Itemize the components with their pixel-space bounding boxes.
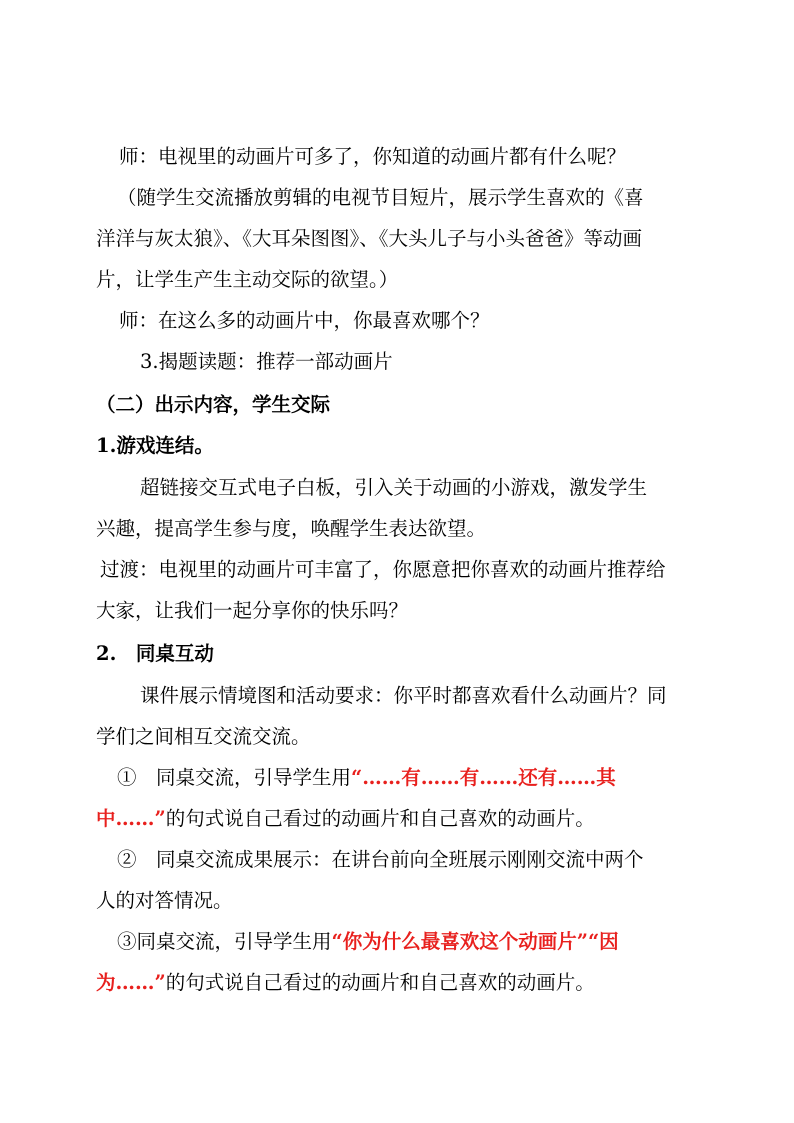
list-item-1-text: ① 同桌交流，引导学生用: [117, 766, 352, 789]
list-item-2-line-1: ② 同桌交流成果展示：在讲台前向全班展示刚刚交流中两个: [117, 848, 644, 871]
list-item-1-highlight-cont: 中……”: [96, 807, 166, 830]
list-item-3-highlight-cont: 为……”: [96, 971, 166, 994]
section-heading-2: （二）出示内容，学生交际: [96, 393, 331, 416]
paragraph-teacher-question-1: 师：电视里的动画片可多了，你知道的动画片都有什么呢？: [119, 145, 627, 168]
paragraph-activity-note-line-2: 洋洋与灰太狼》、《大耳朵图图》、《大头儿子与小头爸爸》等动画: [96, 227, 643, 250]
subheading-game: 1.游戏连结。: [96, 434, 214, 457]
list-item-3-highlight: “你为什么最喜欢这个动画片”“因: [331, 930, 619, 953]
list-item-3-text-cont: 的句式说自己看过的动画片和自己喜欢的动画片。: [165, 971, 595, 994]
paragraph-activity-note-line-1: （随学生交流播放剪辑的电视节目短片，展示学生喜欢的《喜: [117, 186, 644, 209]
subheading-desk-interaction: 2. 同桌互动: [96, 642, 214, 665]
list-item-3-line-1: [117, 928, 619, 956]
paragraph-reveal-topic: 3.揭题读题：推荐一部动画片: [140, 350, 393, 373]
paragraph-courseware-line-1: 课件展示情境图和活动要求：你平时都喜欢看什么动画片？同: [140, 684, 667, 707]
list-item-1-line-1: [117, 764, 616, 792]
list-item-3-text: ③同桌交流，引导学生用: [117, 930, 332, 953]
list-item-1-highlight: “……有……有……还有……其: [351, 766, 616, 789]
paragraph-transition-line-2: 大家，让我们一起分享你的快乐吗？: [96, 599, 409, 622]
list-item-1-line-2: [96, 805, 595, 833]
list-item-2-line-2: 人的对答情况。: [96, 889, 233, 912]
paragraph-game-line-2: 兴趣，提高学生参与度，唤醒学生表达欲望。: [96, 517, 487, 540]
paragraph-activity-note-line-3: 片，让学生产生主动交际的欲望。）: [96, 268, 399, 291]
paragraph-teacher-question-2: 师：在这么多的动画片中，你最喜欢哪个？: [119, 309, 490, 332]
paragraph-game-line-1: 超链接交互式电子白板，引入关于动画的小游戏，激发学生: [140, 476, 648, 499]
list-item-1-text-cont: 的句式说自己看过的动画片和自己喜欢的动画片。: [165, 807, 595, 830]
paragraph-courseware-line-2: 学们之间相互交流交流。: [96, 725, 311, 748]
list-item-3-line-2: [96, 969, 595, 997]
paragraph-transition-line-1: 过渡：电视里的动画片可丰富了，你愿意把你喜欢的动画片推荐给: [100, 558, 666, 581]
